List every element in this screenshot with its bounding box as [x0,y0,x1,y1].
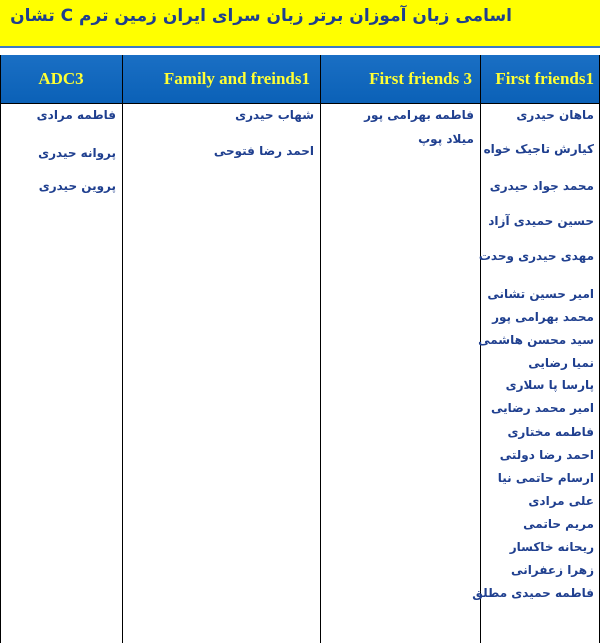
column-divider [0,55,1,643]
table-header-row [0,55,600,103]
student-name: علی مرادی [528,494,594,508]
page-title: اسامی زبان آموزان برتر زبان سرای ایران زمین ترم C تشان [10,6,512,26]
column-header-label: Family and freinds1 [163,69,310,88]
student-name: احمد رضا فتوحی [213,144,314,158]
student-name: نمیا رضایی [528,356,594,370]
student-name: مریم حاتمی [523,517,594,531]
student-name: پروانه حیدری [38,146,116,160]
student-name: امیر محمد رضایی [491,401,594,415]
student-name: پارسا پا سلاری [505,378,594,392]
student-name: میلاد پوپ [418,132,474,146]
student-name: فاطمه مختاری [507,425,594,439]
column-divider [480,55,481,643]
column-header-first-friends1 [481,55,600,103]
column-divider [122,55,123,643]
student-name: کیارش تاجیک خواه [483,142,594,156]
column-header-adc3 [0,55,122,103]
column-header-first-friends-3 [321,55,480,103]
student-name: فاطمه مرادی [36,108,116,122]
student-name: محمد بهرامی پور [492,310,594,324]
student-name: فاطمه حمیدی مطلق [472,586,594,600]
student-name: محمد جواد حیدری [489,179,594,193]
student-name: مهدی حیدری وحدت [478,249,594,263]
student-name: ارسام حاتمی نیا [497,471,594,485]
student-name: ماهان حیدری [516,108,594,122]
student-name: سید محسن هاشمی [478,333,594,347]
student-name: زهرا زعفرانی [511,563,594,577]
student-name: شهاب حیدری [235,108,314,122]
column-header-label: ADC3 [38,69,84,88]
column-header-label: First friends1 [495,69,594,88]
column-header-family-and-freinds1 [123,55,320,103]
student-name: پروین حیدری [38,179,116,193]
student-name: حسین حمیدی آزاد [488,214,594,228]
column-header-label: First friends 3 [369,69,472,88]
column-divider [320,55,321,643]
student-name: ریحانه خاکسار [509,540,594,554]
student-name: امیر حسین تشانی [487,287,594,301]
title-banner [0,0,600,48]
header-divider [0,103,600,104]
student-name: احمد رضا دولتی [499,448,594,462]
student-name: فاطمه بهرامی پور [364,108,474,122]
